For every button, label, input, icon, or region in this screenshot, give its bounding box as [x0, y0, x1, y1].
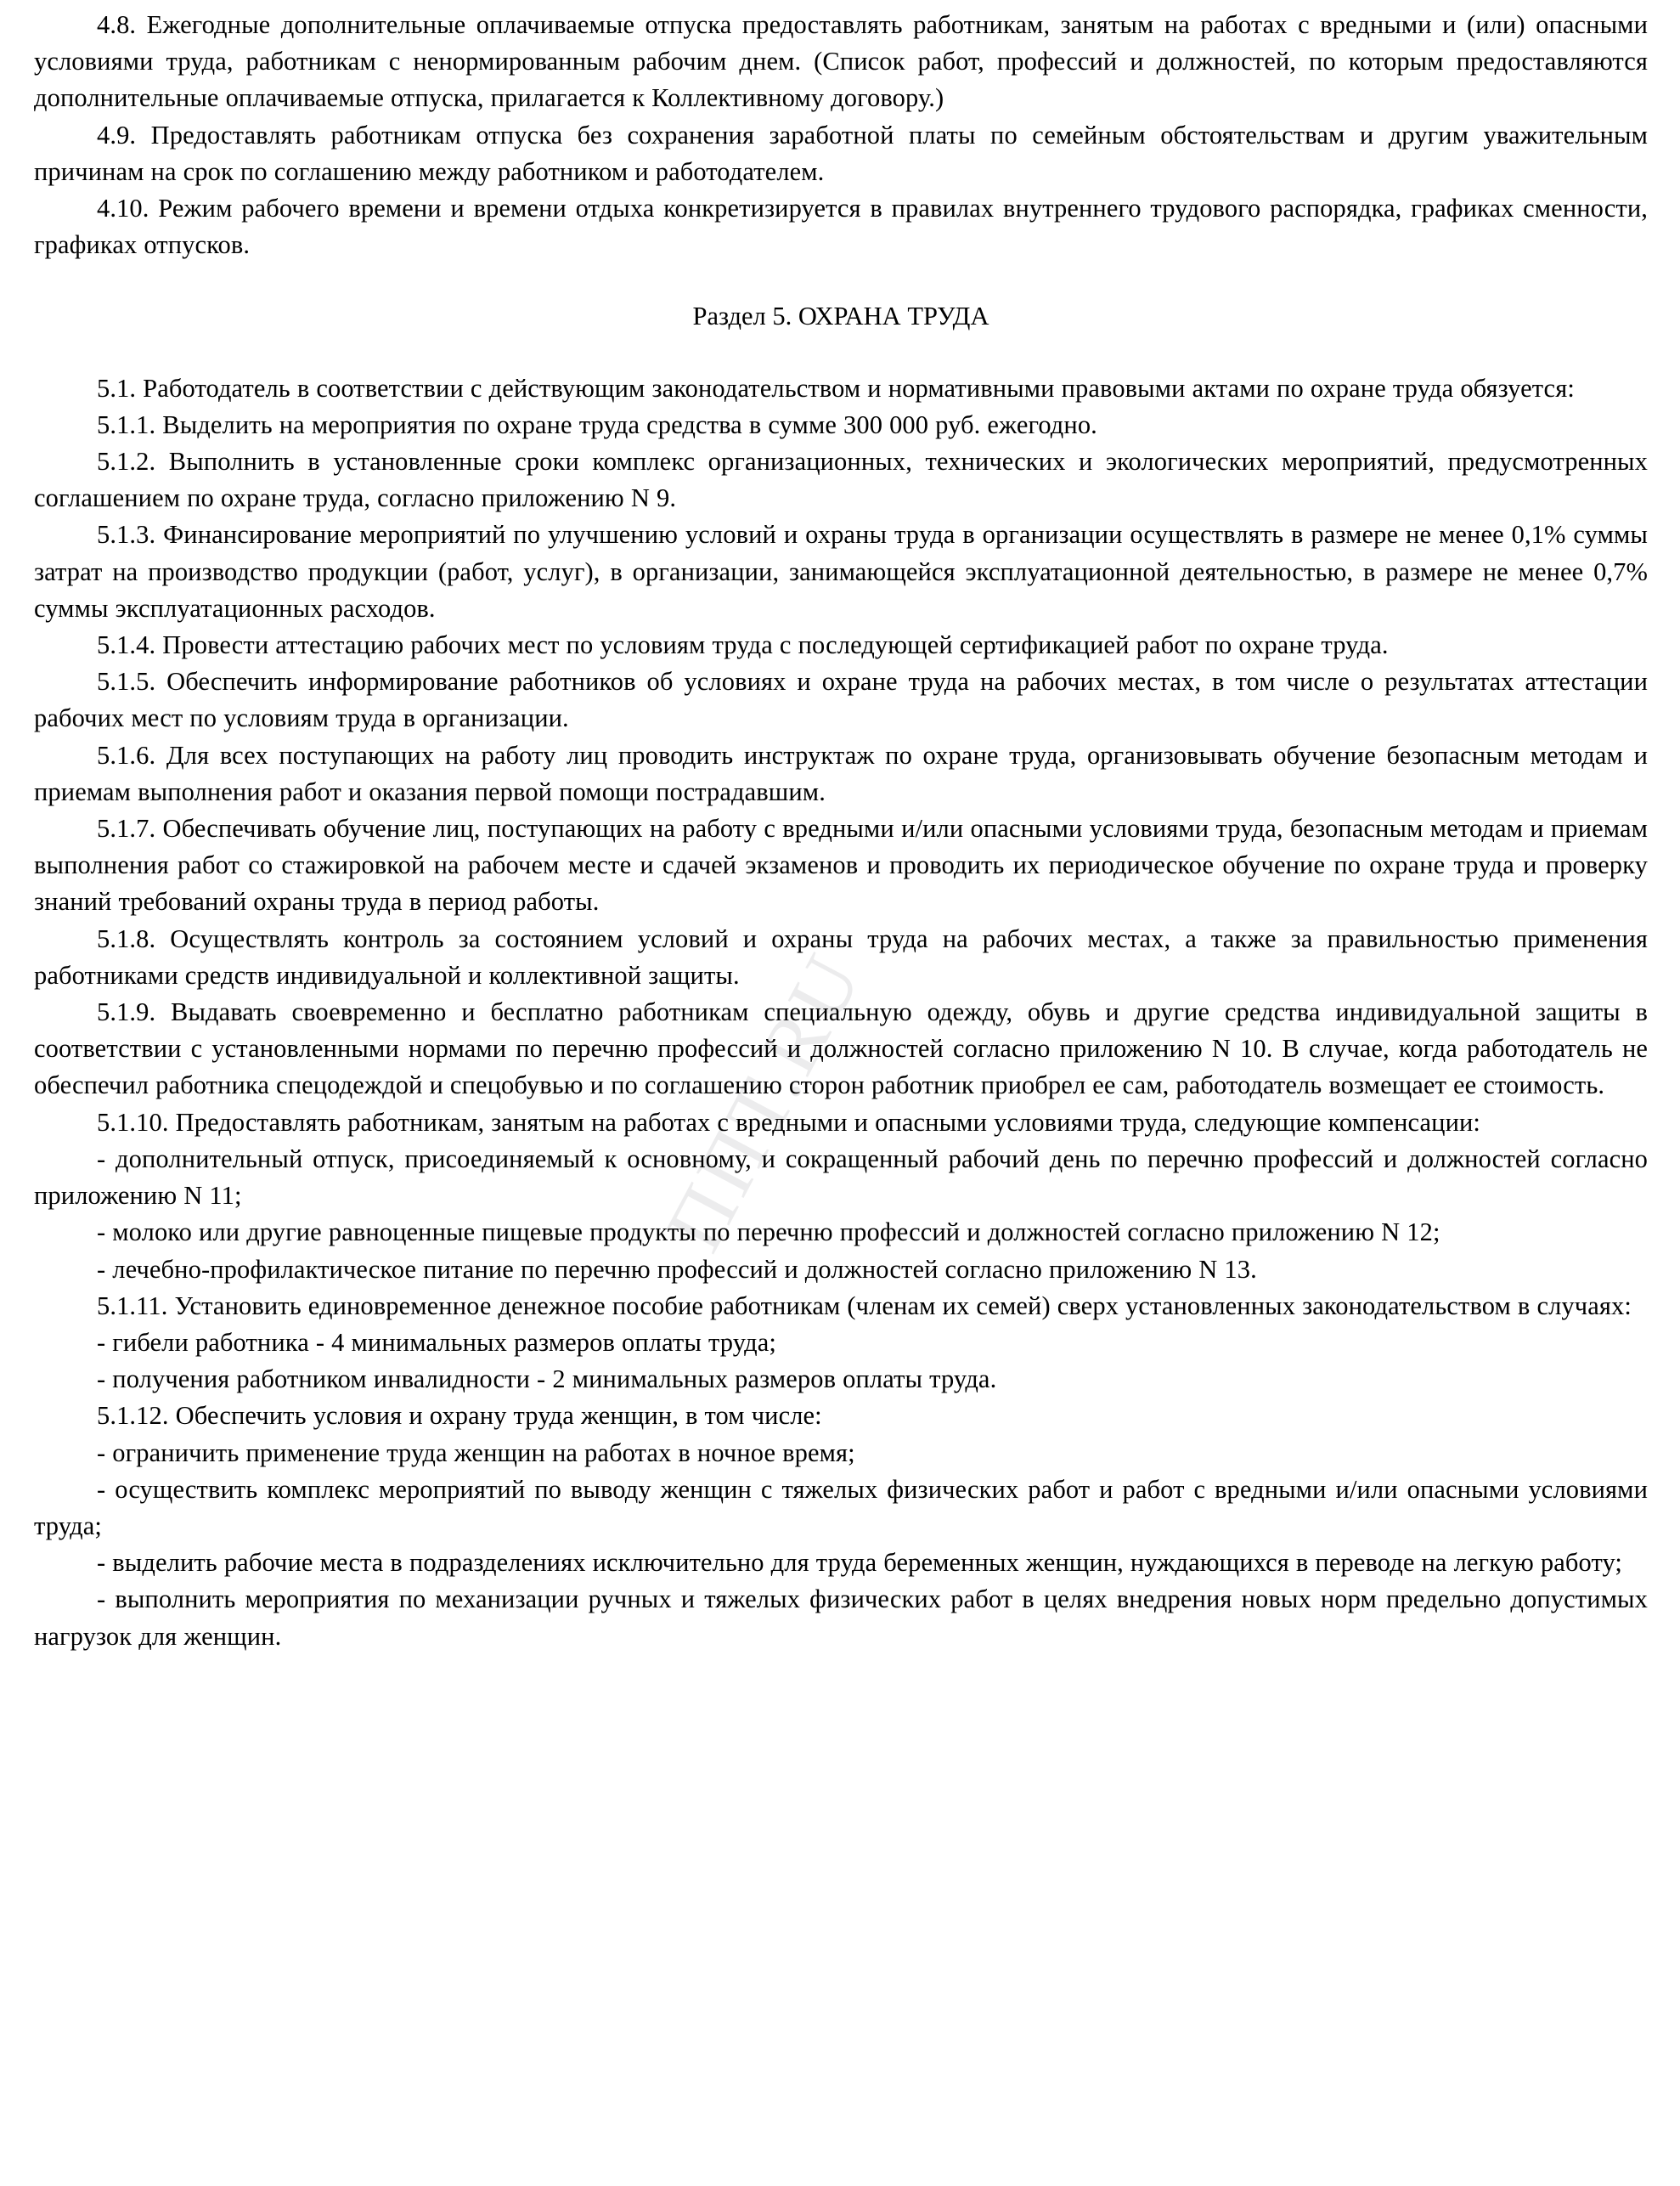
paragraph-5-1-12: 5.1.12. Обеспечить условия и охрану труда женщин, в том числе: [97, 1401, 822, 1431]
paragraph-5-1-6: 5.1.6. Для всех поступающих на работу лиц проводить инструктаж по охране труда, организовывать обучение безопасным методам и приемам выполнения работ и оказания первой помощи пострадавшим. [34, 740, 1648, 806]
paragraph-5-1-9: 5.1.9. Выдавать своевременно и бесплатно работникам специальную одежду, обувь и другие средства индивидуальной защиты в соответствии с установленными нормами по перечню профессий и должностей согласно приложению N 10. В случае, когда работодатель не обеспечил работника спецодеждой и спецобувью и по соглашению сторон работник приобрел ее сам, работодатель возмещает ее стоимость. [34, 997, 1648, 1100]
bullet-milk: - молоко или другие равноценные пищевые продукты по перечню профессий и должностей согласно приложению N 12; [97, 1217, 1440, 1247]
paragraph-5-1-11: 5.1.11. Установить единовременное денежное пособие работникам (членам их семей) сверх установленных законодательством в случаях: [97, 1291, 1632, 1320]
paragraph-5-1-5: 5.1.5. Обеспечить информирование работников об условиях и охране труда на рабочих местах, в том числе о результатах аттестации рабочих мест по условиям труда в организации. [34, 667, 1648, 733]
bullet-heavy-work-measures: - осуществить комплекс мероприятий по выводу женщин с тяжелых физических работ и работ с вредными и/или опасными условиями труда; [34, 1474, 1648, 1540]
paragraph-5-1-1: 5.1.1. Выделить на мероприятия по охране труда средства в сумме 300 000 руб. ежегодно. [97, 410, 1097, 439]
paragraph-5-1: 5.1. Работодатель в соответствии с действующим законодательством и нормативными правовыми актами по охране труда обязуется: [97, 373, 1575, 403]
bullet-pregnant-workplaces: - выделить рабочие места в подразделениях исключительно для труда беременных женщин, нуждающихся в переводе на легкую работу; [97, 1548, 1623, 1578]
paragraph-4-10: 4.10. Режим рабочего времени и времени отдыха конкретизируется в правилах внутреннего трудового распорядка, графиках сменности, графиках отпусков. [34, 194, 1648, 260]
paragraph-5-1-2: 5.1.2. Выполнить в установленные сроки комплекс организационных, технических и экологических мероприятий, предусмотренных соглашением по охране труда, согласно приложению N 9. [34, 447, 1648, 513]
bullet-therapeutic-nutrition: - лечебно-профилактическое питание по перечню профессий и должностей согласно приложению N 13. [97, 1254, 1257, 1284]
paragraph-4-8: 4.8. Ежегодные дополнительные оплачиваемые отпуска предоставлять работникам, занятым на работах с вредными и (или) опасными условиями труда, работникам с ненормированным рабочим днем. (Список работ, профессий и должностей, по которым предоставляются дополнительные оплачиваемые отпуска, прилагается к Коллективному договору.) [34, 10, 1648, 113]
bullet-mechanization: - выполнить мероприятия по механизации ручных и тяжелых физических работ в целях внедрения новых норм предельно допустимых нагрузок для женщин. [34, 1584, 1648, 1651]
paragraph-5-1-4: 5.1.4. Провести аттестацию рабочих мест по условиям труда с последующей сертификацией работ по охране труда. [97, 630, 1389, 660]
bullet-additional-leave: - дополнительный отпуск, присоединяемый к основному, и сокращенный рабочий день по перечню профессий и должностей согласно приложению N 11; [34, 1144, 1648, 1211]
document-body [34, 7, 1648, 1655]
watermark-text: ППТ.RU [648, 935, 881, 1265]
paragraph-5-1-8: 5.1.8. Осуществлять контроль за состоянием условий и охраны труда на рабочих местах, а также за правильностью применения работниками средств индивидуальной и коллективной защиты. [34, 924, 1648, 990]
bullet-death-benefit: - гибели работника - 4 минимальных размеров оплаты труда; [97, 1327, 776, 1357]
paragraph-5-1-3: 5.1.3. Финансирование мероприятий по улучшению условий и охраны труда в организации осуществлять в размере не менее 0,1% суммы затрат на производство продукции (работ, услуг), в организации, занимающейся эксплуатационной деятельностью, в размере не менее 0,7% суммы эксплуатационных расходов. [34, 520, 1648, 623]
paragraph-4-9: 4.9. Предоставлять работникам отпуска без сохранения заработной платы по семейным обстоятельствам и другим уважительным причинам на срок по соглашению между работником и работодателем. [34, 120, 1648, 186]
paragraph-5-1-7: 5.1.7. Обеспечивать обучение лиц, поступающих на работу с вредными и/или опасными условиями труда, безопасным методам и приемам выполнения работ со стажировкой на рабочем месте и сдачей экзаменов и проводить их периодическое обучение по охране труда и проверку знаний требований охраны труда в период работы. [34, 814, 1648, 917]
bullet-disability-benefit: - получения работником инвалидности - 2 минимальных размеров оплаты труда. [97, 1364, 997, 1394]
paragraph-5-1-10: 5.1.10. Предоставлять работникам, занятым на работах с вредными и опасными условиями труда, следующие компенсации: [97, 1107, 1480, 1137]
bullet-night-work-limit: - ограничить применение труда женщин на работах в ночное время; [97, 1438, 855, 1467]
section-heading: Раздел 5. ОХРАНА ТРУДА [692, 302, 989, 331]
